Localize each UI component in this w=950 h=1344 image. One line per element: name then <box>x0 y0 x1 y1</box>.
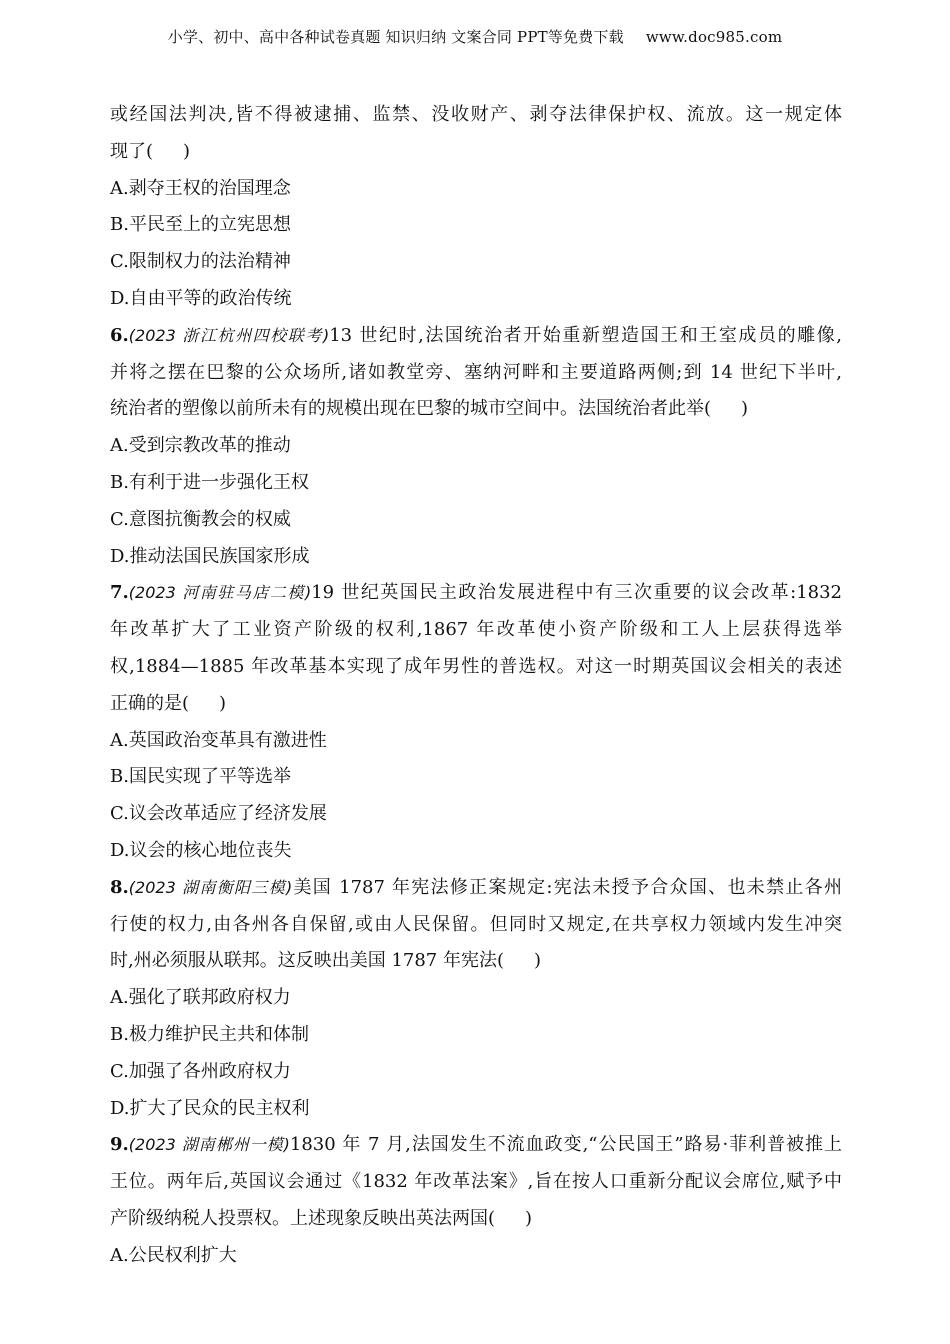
question-7-stem-line: 年改革扩大了工业资产阶级的权利,1867 年改革使小资产阶级和工人上层获得选举 <box>110 619 842 641</box>
question-8-stem-line: 行使的权力,由各州各自保留,或由人民保留。但同时又规定,在共享权力领域内发生冲突 <box>110 913 842 935</box>
question-6-stem-line: 统治者的塑像以前所未有的规模出现在巴黎的城市空间中。法国统治者此举( ) <box>110 398 749 420</box>
question-6-option-d[interactable]: D.推动法国民族国家形成 <box>110 545 310 567</box>
question-6-option-a[interactable]: A.受到宗教改革的推动 <box>110 435 291 457</box>
question-8-stem-line: 时,州必须服从联邦。这反映出美国 1787 年宪法( ) <box>110 950 542 972</box>
question-7-stem-line: 权,1884—1885 年改革基本实现了成年男性的普选权。对这一时期英国议会相关的表述 <box>110 655 842 677</box>
question-6-option-c[interactable]: C.意图抗衡教会的权威 <box>110 508 291 530</box>
question-8 <box>110 870 842 1128</box>
question-number: 7. <box>110 582 129 604</box>
question-5-stem-line: 现了( ) <box>110 140 191 162</box>
question-source: (2023 湖南郴州一模) <box>128 1135 290 1155</box>
question-number: 6. <box>110 324 129 346</box>
question-5-stem-line: 或经国法判决,皆不得被逮捕、监禁、没收财产、剥夺法律保护权、流放。这一规定体 <box>110 104 842 125</box>
question-source: (2023 浙江杭州四校联考) <box>128 325 330 345</box>
question-8-stem-line: 8.(2023 湖南衡阳三模)美国 1787 年宪法修正案规定:宪法未授予合众国、也未禁止各州 <box>110 876 842 898</box>
question-6 <box>110 318 842 576</box>
question-5-option-b[interactable]: B.平民至上的立宪思想 <box>110 214 291 236</box>
question-source: (2023 湖南衡阳三模) <box>128 877 293 897</box>
question-5-option-d[interactable]: D.自由平等的政治传统 <box>110 287 292 309</box>
question-8-option-a[interactable]: A.强化了联邦政府权力 <box>110 987 291 1009</box>
question-5-option-a[interactable]: A.剥夺王权的治国理念 <box>110 177 291 199</box>
question-7-stem-line: 7.(2023 河南驻马店二模)19 世纪英国民主政治发展进程中有三次重要的议会改革:1832 <box>110 582 843 604</box>
question-source: (2023 河南驻马店二模) <box>128 583 312 603</box>
question-6-option-b[interactable]: B.有利于进一步强化王权 <box>110 471 309 493</box>
question-7-option-c[interactable]: C.议会改革适应了经济发展 <box>110 803 327 825</box>
question-content <box>110 97 842 1275</box>
question-9-stem-line: 产阶级纳税人投票权。上述现象反映出英法两国( ) <box>110 1207 533 1229</box>
question-number: 9. <box>110 1134 129 1156</box>
question-8-option-c[interactable]: C.加强了各州政府权力 <box>110 1060 291 1082</box>
question-5 <box>110 97 842 318</box>
page-header <box>0 26 950 47</box>
question-8-option-d[interactable]: D.扩大了民众的民主权利 <box>110 1097 310 1119</box>
header-site: www.doc985.com <box>645 28 783 46</box>
question-7-option-d[interactable]: D.议会的核心地位丧失 <box>110 839 292 861</box>
question-7-stem-line: 正确的是( ) <box>110 692 227 714</box>
question-9 <box>110 1127 842 1274</box>
question-8-option-b[interactable]: B.极力维护民主共和体制 <box>110 1023 309 1045</box>
header-text: 小学、初中、高中各种试卷真题 知识归纳 文案合同 PPT等免费下载 <box>167 28 624 46</box>
question-9-option-a[interactable]: A.公民权利扩大 <box>110 1244 237 1266</box>
question-9-stem-line: 王位。两年后,英国议会通过《1832 年改革法案》,旨在按人口重新分配议会席位,赋予中 <box>110 1171 842 1193</box>
question-6-stem-line: 6.(2023 浙江杭州四校联考)13 世纪时,法国统治者开始重新塑造国王和王室成员的雕像, <box>110 324 842 346</box>
question-7-option-a[interactable]: A.英国政治变革具有激进性 <box>110 729 327 751</box>
question-7-option-b[interactable]: B.国民实现了平等选举 <box>110 766 291 788</box>
question-5-option-c[interactable]: C.限制权力的法治精神 <box>110 251 291 273</box>
question-9-stem-line: 9.(2023 湖南郴州一模)1830 年 7 月,法国发生不流血政变,“公民国王”路易·菲利普被推上 <box>110 1134 842 1156</box>
question-7 <box>110 575 842 869</box>
question-6-stem-line: 并将之摆在巴黎的公众场所,诸如教堂旁、塞纳河畔和主要道路两侧;到 14 世纪下半叶, <box>110 361 842 383</box>
question-number: 8. <box>110 876 129 898</box>
